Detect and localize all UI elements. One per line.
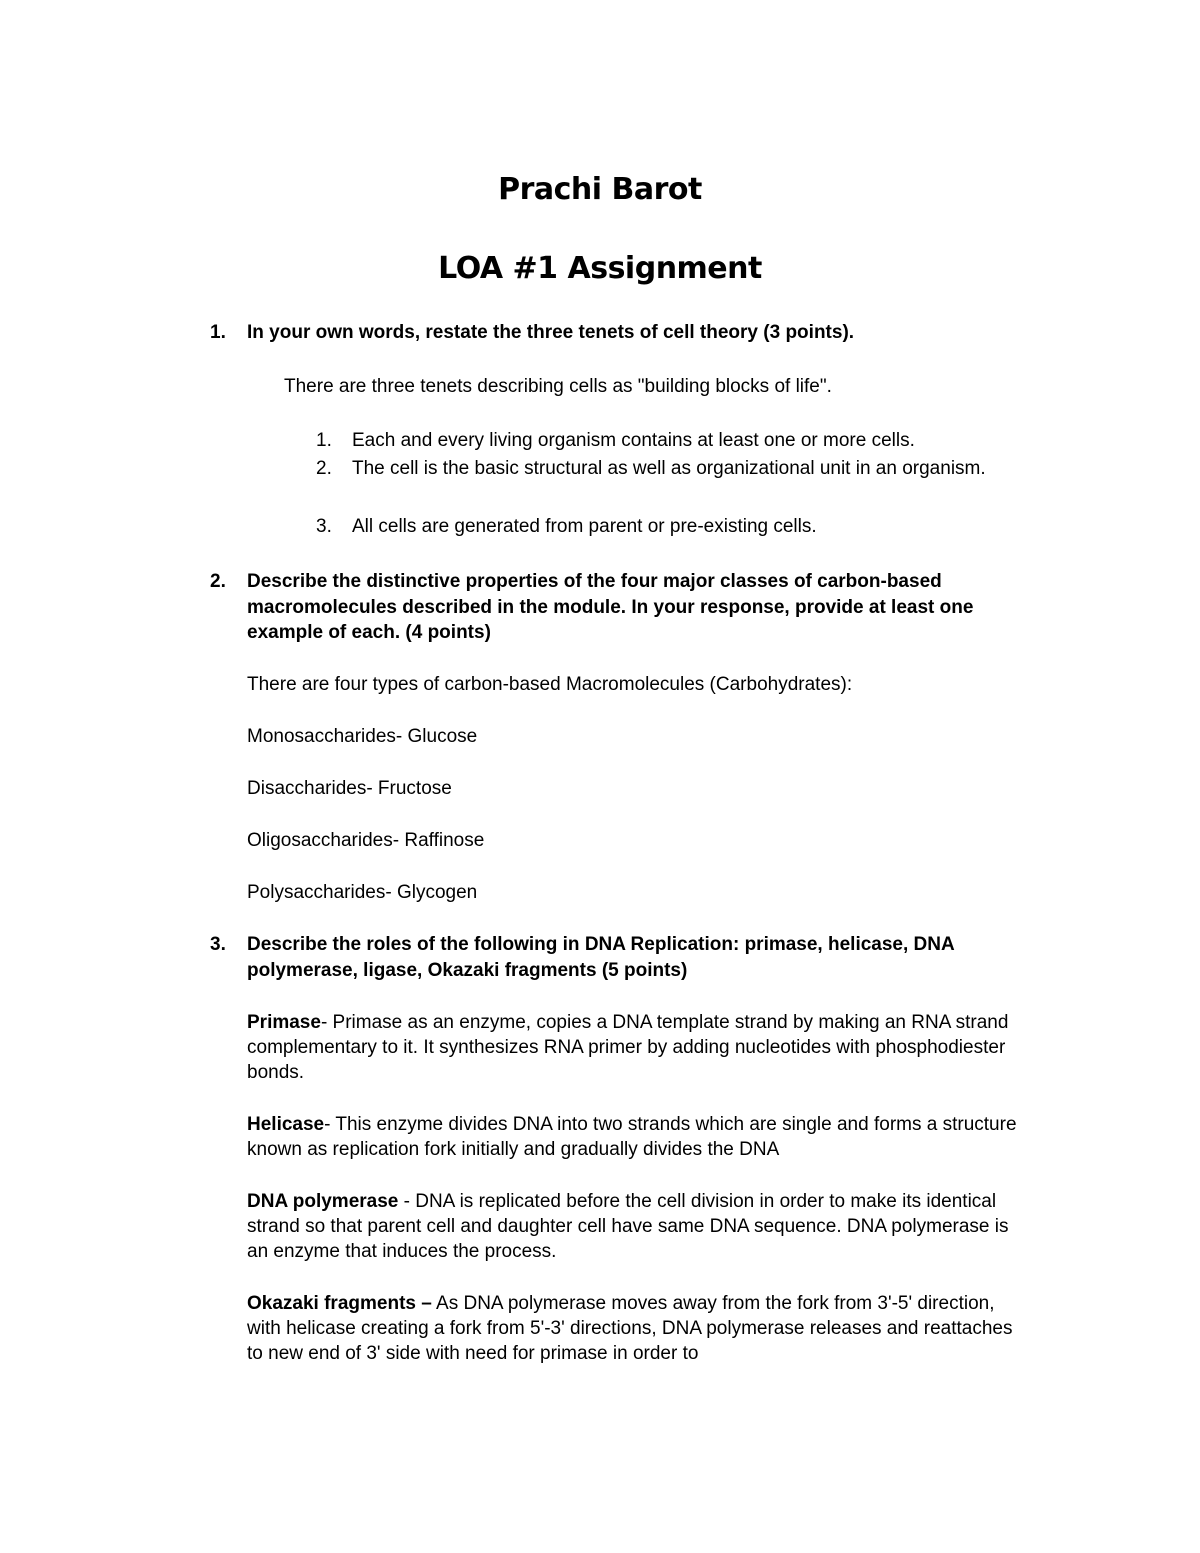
question-2 bbox=[210, 569, 1020, 646]
answer-term: DNA polymerase bbox=[247, 1191, 399, 1212]
answer-line: Disaccharides- Fructose bbox=[247, 778, 452, 799]
answer-line: Oligosaccharides- Raffinose bbox=[247, 830, 485, 851]
question-text: In your own words, restate the three tenets of cell theory (3 points). bbox=[247, 322, 855, 343]
q1-intro: There are three tenets describing cells as "building blocks of life". bbox=[284, 376, 832, 397]
answer-text: - This enzyme divides DNA into two strands which are single and forms a structure known as replication fork initially and gradually divides the DNA bbox=[247, 1114, 1017, 1160]
list-item-text: Each and every living organism contains at least one or more cells. bbox=[352, 430, 915, 451]
list-item bbox=[316, 513, 1016, 542]
answer-term: Primase bbox=[247, 1012, 321, 1033]
list-item bbox=[316, 427, 1016, 456]
question-number: 3. bbox=[210, 934, 226, 955]
answer-term: Helicase bbox=[247, 1114, 325, 1135]
question-1 bbox=[210, 320, 1030, 346]
answer-paragraph bbox=[247, 1010, 1017, 1085]
list-item-number: 3. bbox=[316, 516, 332, 537]
list-item bbox=[316, 455, 996, 484]
answer-term: Okazaki fragments – bbox=[247, 1293, 432, 1314]
answer-line: Monosaccharides- Glucose bbox=[247, 726, 478, 747]
list-item-text: The cell is the basic structural as well as organizational unit in an organism. bbox=[352, 458, 986, 479]
answer-paragraph bbox=[247, 1291, 1017, 1366]
answer-text: As DNA polymerase moves away from the fork from 3'-5' direction, with helicase creating a fork from 5'-3' directions, DNA polymerase releases and reattaches to new end of 3' side with need for primase in order to bbox=[247, 1293, 1013, 1364]
answer-line: Polysaccharides- Glycogen bbox=[247, 882, 478, 903]
list-item-text: All cells are generated from parent or pre-existing cells. bbox=[352, 516, 817, 537]
question-number: 2. bbox=[210, 571, 226, 592]
q2-intro: There are four types of carbon-based Macromolecules (Carbohydrates): bbox=[247, 674, 853, 695]
list-item-number: 1. bbox=[316, 430, 332, 451]
question-text: Describe the distinctive properties of the four major classes of carbon-based macromolecules described in the module. In your response, provide at least one example of each. (4 points) bbox=[247, 571, 974, 643]
answer-paragraph bbox=[247, 1189, 1022, 1264]
answer-text: - DNA is replicated before the cell division in order to make its identical strand so that parent cell and daughter cell have same DNA sequence. DNA polymerase is an enzyme that induces the process. bbox=[247, 1191, 1009, 1262]
answer-paragraph bbox=[247, 1112, 1022, 1162]
answer-text: - Primase as an enzyme, copies a DNA template strand by making an RNA strand complementary to it. It synthesizes RNA primer by adding nucleotides with phosphodiester bonds. bbox=[247, 1012, 1009, 1083]
question-text: Describe the roles of the following in DNA Replication: primase, helicase, DNA polymerase, ligase, Okazaki fragments (5 points) bbox=[247, 934, 955, 981]
question-number: 1. bbox=[210, 322, 226, 343]
question-3 bbox=[210, 932, 1010, 983]
list-item-number: 2. bbox=[316, 458, 332, 479]
author-name: Prachi Barot bbox=[498, 172, 702, 207]
document-title: LOA #1 Assignment bbox=[438, 251, 762, 286]
